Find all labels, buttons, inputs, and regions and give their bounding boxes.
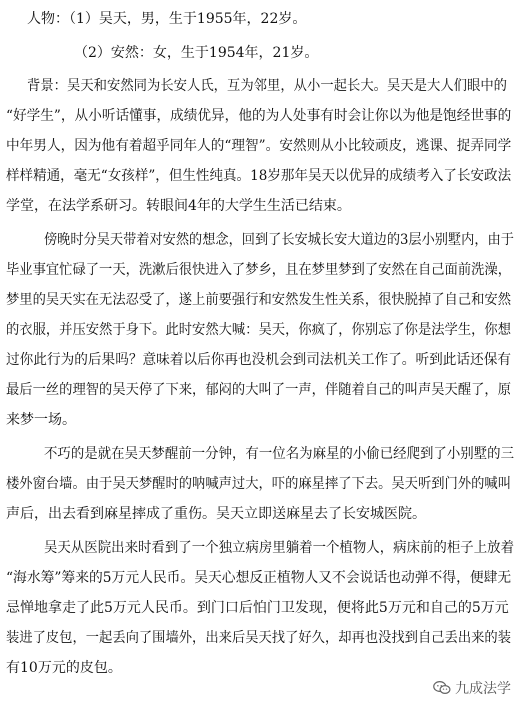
text-line-11: 的衣服，并压安然于身下。此时安然大喊：吴天，你疯了，你别忘了你是法学生，你想 xyxy=(6,322,511,338)
text-line-14: 来梦一场。 xyxy=(6,412,76,428)
watermark xyxy=(433,678,511,698)
text-line-1: 人物：（1）吴天，男，生于1955年，22岁。 xyxy=(27,11,307,27)
text-line-15: 不巧的是就在吴天梦醒前一分钟，有一位名为麻星的小偷已经爬到了小别墅的三 xyxy=(44,446,514,462)
text-line-19: “海水筹”筹来的5万元人民币。吴天心想反正植物人又不会说话也动弹不得，便肆无 xyxy=(6,570,512,586)
text-line-2: （2）安然：女，生于1954年，21岁。 xyxy=(74,45,319,61)
text-line-5: 中年男人，因为他有着超乎同年人的“理智”。安然则从小比较顽皮，逃课、捉弄同学 xyxy=(6,138,512,154)
text-line-20: 忌惮地拿走了此5万元人民币。到门口后怕门卫发现，便将此5万元和自己的5万元 xyxy=(6,600,509,616)
text-line-10: 梦里的吴天实在无法忍受了，遂上前要强行和安然发生性关系，很快脱掉了自己和安然 xyxy=(6,292,511,308)
text-line-17: 声后，出去看到麻星摔成了重伤。吴天立即送麻星去了长安城医院。 xyxy=(6,506,426,522)
text-line-12: 过你此行为的后果吗？意味着以后你再也没机会到司法机关工作了。听到此话还保有 xyxy=(6,352,511,368)
text-line-3: 背景：吴天和安然同为长安人氏，互为邻里，从小一起长大。吴天是大人们眼中的 xyxy=(27,78,507,94)
text-line-6: 样样精通，毫无“女孩样”，但生性纯真。18岁那年吴天以优异的成绩考入了长安政法 xyxy=(6,168,512,184)
text-line-18: 吴天从医院出来时看到了一个独立病房里躺着一个植物人，病床前的柜子上放着 xyxy=(44,540,514,556)
text-line-4: “好学生”，从小听话懂事，成绩优异，他的为人处事有时会让你以为他是饱经世事的 xyxy=(6,108,512,124)
text-line-7: 学堂，在法学系研习。转眼间4年的大学生生活已结束。 xyxy=(6,198,351,214)
wechat-icon xyxy=(433,680,451,696)
text-line-21: 装进了皮包，一起丢向了围墙外，出来后吴天找了好久，却再也没找到自己丢出来的装 xyxy=(6,630,511,646)
watermark-text: 九成法学 xyxy=(455,681,511,697)
text-line-9: 毕业事宜忙碌了一天，洗漱后很快进入了梦乡，且在梦里梦到了安然在自己面前洗澡， xyxy=(6,262,511,278)
text-line-22: 有10万元的皮包。 xyxy=(6,660,122,676)
text-line-13: 最后一丝的理智的吴天停了下来，郁闷的大叫了一声，伴随着自己的叫声吴天醒了，原 xyxy=(6,382,511,398)
text-line-8: 傍晚时分吴天带着对安然的想念，回到了长安城长安大道边的3层小别墅内，由于 xyxy=(44,232,514,248)
text-line-16: 楼外窗台墙。由于吴天梦醒时的呐喊声过大，吓的麻星摔了下去。吴天听到门外的喊叫 xyxy=(6,476,511,492)
